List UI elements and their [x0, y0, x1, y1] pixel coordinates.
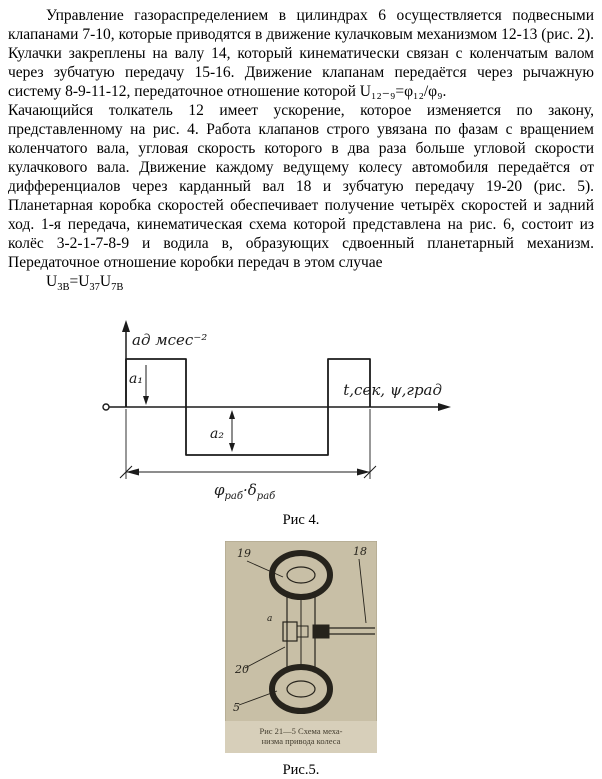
- part-label-19: 19: [237, 547, 251, 561]
- formula-u1: U: [46, 273, 58, 290]
- phi-symbol: φ: [214, 481, 225, 500]
- figure-5-scan: [225, 541, 377, 753]
- part-label-a: a: [267, 614, 273, 625]
- delta-subscript: раб: [256, 491, 276, 503]
- a1-label: a₁: [129, 371, 143, 388]
- a2-arrow-down-icon: [229, 443, 235, 452]
- figure-4-acceleration-diagram: [98, 307, 594, 507]
- paragraph-valve-control: Управление газораспределением в цилиндрах 6 осуществляется подвесными клапанами 7-10, которые приводятся в движение кулачковым механизмом 12-13 (рис. 2). Кулачки закреплены на валу 14, который кинематически связан с коленчатым валом через зубчатую передачу 15-16. Движение клапанам передаётся через рычажную систему 8-9-11-12, передаточное отношение которой U₁₂₋₉=φ₁₂/φ₉.: [8, 7, 594, 100]
- paragraph-rocker-tappet: Качающийся толкатель 12 имеет ускорение, которое изменяется по закону, представленному на рис. 4. Работа клапанов строго увязана по фазам с вращением коленчатого вала, угловая скорость которого в два раза больше угловой скорости кулачкового вала. Движение каждому ведущему колесу автомобиля передаётся от дифференциалов через карданный вал 18 и зубчатую передачу 19-20 (рис. 5). Планетарная коробка скоростей обеспечивает получение четырёх скоростей и задний ход. 1-я передача, кинематическая схема которой представлена на рис. 6, состоит из колёс 3-2-1-7-8-9 и водила в, образующих сдвоенный планетарный механизм. Передаточное отношение коробки передач в этом случае: [8, 102, 594, 271]
- formula-sub1: 3В: [57, 282, 70, 294]
- time-axis-arrow-icon: [438, 403, 451, 411]
- figure-5-scan-wrap: [8, 541, 594, 753]
- formula-sub3: 7В: [111, 282, 124, 294]
- scan-caption-line1: Рис 21—5 Схема меха-: [259, 726, 343, 737]
- a2-arrow-up-icon: [229, 410, 235, 419]
- origin-marker: [103, 404, 109, 410]
- formula-mid: =U: [69, 273, 90, 290]
- y-axis-label: aд мсес⁻²: [132, 331, 208, 350]
- gearbox-ratio-formula: [8, 272, 594, 297]
- formula-u2: U: [99, 273, 112, 290]
- phi-subscript: раб: [224, 491, 243, 503]
- figure-4-caption: Рис 4.: [282, 512, 320, 529]
- part-label-18: 18: [353, 545, 367, 559]
- x-axis-label: t,сек, ψ,град: [343, 381, 442, 400]
- drive-joint: [313, 625, 329, 638]
- acceleration-axis-arrow-icon: [122, 320, 130, 332]
- formula-sub2: 37: [89, 282, 100, 294]
- a2-label: a₂: [210, 426, 224, 443]
- a1-arrow-icon: [143, 396, 149, 405]
- delta-symbol: ·δ: [242, 481, 257, 500]
- part-label-20: 20: [235, 663, 249, 677]
- part-label-5: 5: [233, 701, 240, 715]
- figure-5-caption: Рис.5.: [282, 762, 320, 779]
- figure-4-drawing: [98, 307, 478, 507]
- working-angle-label: [214, 481, 276, 502]
- scan-caption-line2: низма привода колеса: [261, 736, 341, 747]
